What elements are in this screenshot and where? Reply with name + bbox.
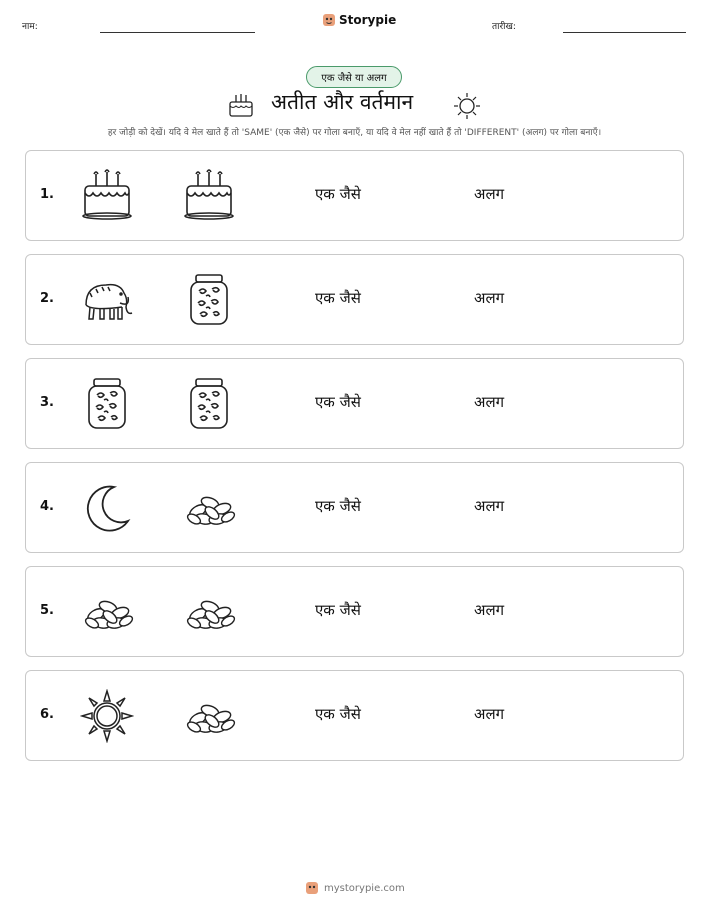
question-row: [25, 254, 684, 345]
brand-name: Storypie: [339, 13, 397, 27]
question-row: [25, 670, 684, 761]
moon-icon: [80, 481, 134, 535]
option-different[interactable]: अलग: [474, 497, 505, 515]
date-label: तारीख:: [492, 22, 516, 32]
question-row: [25, 150, 684, 241]
question-number: 2.: [40, 291, 54, 306]
storypie-logo-icon: [322, 13, 336, 27]
date-line[interactable]: [563, 32, 686, 33]
option-same[interactable]: एक जैसे: [315, 705, 361, 723]
question-row: [25, 462, 684, 553]
seeds-icon: [80, 585, 134, 639]
footer: [305, 881, 405, 895]
option-different[interactable]: अलग: [474, 185, 505, 203]
jar-icon: [182, 273, 236, 327]
question-number: 6.: [40, 707, 54, 722]
option-different[interactable]: अलग: [474, 289, 505, 307]
jar-icon: [182, 377, 236, 431]
question-number: 3.: [40, 395, 54, 410]
sun-icon: [453, 92, 481, 120]
footer-site: mystorypie.com: [324, 882, 405, 894]
option-same[interactable]: एक जैसे: [315, 497, 361, 515]
option-same[interactable]: एक जैसे: [315, 289, 361, 307]
instructions: हर जोड़ी को देखें। यदि वे मेल खाते हैं तो 'SAME' (एक जैसे) पर गोला बनाएँ, या यदि वे मेल नहीं खाते हैं तो 'DIFFERENT' (अलग) पर गोला बनाएँ।: [107, 128, 602, 138]
storypie-logo-icon: [305, 881, 319, 895]
question-number: 4.: [40, 499, 54, 514]
cake-icon: [227, 91, 255, 119]
cake-icon: [80, 169, 134, 223]
seeds-icon: [182, 689, 236, 743]
mammoth-icon: [80, 273, 134, 327]
seeds-icon: [182, 585, 236, 639]
jar-icon: [80, 377, 134, 431]
seeds-icon: [182, 481, 236, 535]
question-row: [25, 358, 684, 449]
name-label: नाम:: [22, 22, 38, 32]
category-tag: एक जैसे या अलग: [306, 66, 402, 88]
option-different[interactable]: अलग: [474, 601, 505, 619]
cake-icon: [182, 169, 236, 223]
option-same[interactable]: एक जैसे: [315, 601, 361, 619]
option-same[interactable]: एक जैसे: [315, 393, 361, 411]
question-number: 1.: [40, 187, 54, 202]
option-same[interactable]: एक जैसे: [315, 185, 361, 203]
page-title: अतीत और वर्तमान: [271, 90, 414, 114]
sun-icon: [80, 689, 134, 743]
question-number: 5.: [40, 603, 54, 618]
question-row: [25, 566, 684, 657]
option-different[interactable]: अलग: [474, 393, 505, 411]
option-different[interactable]: अलग: [474, 705, 505, 723]
brand: [322, 13, 396, 27]
name-line[interactable]: [100, 32, 255, 33]
